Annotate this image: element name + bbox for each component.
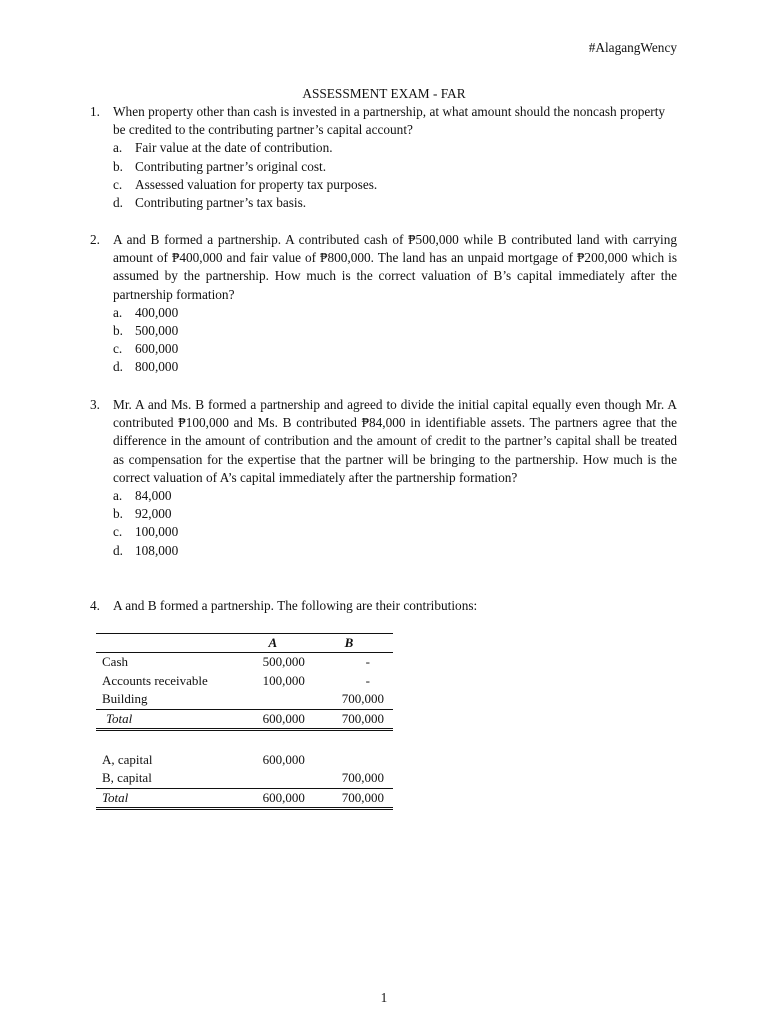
total-a: 600,000 <box>241 709 314 729</box>
option-item <box>113 194 677 212</box>
total-b: 700,000 <box>314 788 393 808</box>
option-item <box>113 139 677 157</box>
option-text: 800,000 <box>135 359 179 375</box>
option-letter: c. <box>113 524 123 540</box>
option-text: 100,000 <box>135 524 179 540</box>
question-2 <box>90 231 677 377</box>
cell-b: 700,000 <box>341 770 384 786</box>
option-letter: a. <box>113 304 123 320</box>
row-label: Cash <box>102 654 128 670</box>
question-number: 1. <box>90 104 100 119</box>
option-letter: d. <box>113 359 123 375</box>
row-label: A, capital <box>102 752 153 768</box>
cell-a <box>241 769 314 788</box>
page-number: 1 <box>380 990 388 1005</box>
total-label: Total <box>96 788 241 808</box>
cell-b: 700,000 <box>341 691 384 707</box>
option-letter: b. <box>113 323 123 339</box>
table-total-row <box>96 788 393 808</box>
option-letter: a. <box>113 488 123 504</box>
option-item <box>113 487 677 505</box>
option-item <box>113 158 677 176</box>
option-text: Fair value at the date of contribution. <box>135 140 333 156</box>
option-text: 500,000 <box>135 323 179 339</box>
row-label: Accounts receivable <box>102 672 208 688</box>
option-text: 84,000 <box>135 488 172 504</box>
cell-b: - <box>365 672 370 688</box>
option-text: 92,000 <box>135 506 172 522</box>
option-letter: b. <box>113 506 123 522</box>
option-item <box>113 358 677 376</box>
question-stem: A and B formed a partnership. The following are their contributions: <box>113 598 478 613</box>
option-text: Contributing partner’s original cost. <box>135 158 327 174</box>
table-header-row <box>96 634 393 653</box>
option-letter: d. <box>113 195 123 211</box>
option-item <box>113 523 677 541</box>
total-label: Total <box>96 709 241 729</box>
total-b: 700,000 <box>314 709 393 729</box>
question-number: 2. <box>90 232 100 247</box>
table-row <box>96 751 393 769</box>
option-letter: a. <box>113 140 123 156</box>
question-3 <box>90 396 677 560</box>
header-blank <box>96 634 241 653</box>
table-row <box>96 769 393 788</box>
question-stem: Mr. A and Ms. B formed a partnership and agreed to divide the initial capital equally even though Mr. A contributed ₱100,000 and Ms. B contributed ₱84,000 in identifiable assets. The partners agree that the difference in the amount of contribution and the amount of credit to the partner’s capital shall be treated as compensation for the expertise that the partner will be bringing to the partnership. How much is the correct valuation of A’s capital immediately after the partnership formation? <box>113 397 677 485</box>
table-row <box>96 690 393 709</box>
cell-a: 600,000 <box>262 752 305 768</box>
option-item <box>113 340 677 358</box>
row-label: B, capital <box>102 770 152 786</box>
contributions-table <box>96 633 393 810</box>
header-hashtag: #AlagangWency <box>588 40 677 55</box>
table-spacer <box>96 730 393 752</box>
option-text: Contributing partner’s tax basis. <box>135 195 307 211</box>
cell-a <box>241 690 314 709</box>
question-4 <box>90 597 677 615</box>
table-total-row <box>96 709 393 729</box>
question-stem: A and B formed a partnership. A contributed cash of ₱500,000 while B contributed land with carrying amount of ₱400,000 and fair value of ₱800,000. The land has an unpaid mortgage of ₱200,000 which is assumed by the partnership. How much is the correct valuation of B’s capital immediately after the partnership formation? <box>113 232 677 302</box>
option-text: 108,000 <box>135 542 179 558</box>
question-number: 3. <box>90 397 100 412</box>
option-letter: c. <box>113 176 123 192</box>
header-partner-a: A <box>241 634 314 653</box>
option-item <box>113 176 677 194</box>
cell-a: 100,000 <box>262 672 305 688</box>
cell-a: 500,000 <box>262 654 305 670</box>
option-text: 600,000 <box>135 341 179 357</box>
option-list <box>113 139 677 212</box>
option-list <box>113 304 677 377</box>
table-row <box>96 653 393 672</box>
total-a: 600,000 <box>241 788 314 808</box>
option-text: Assessed valuation for property tax purposes. <box>135 176 378 192</box>
option-letter: c. <box>113 341 123 357</box>
option-item <box>113 542 677 560</box>
table-row <box>96 672 393 690</box>
header-partner-b: B <box>314 634 393 653</box>
option-item <box>113 322 677 340</box>
option-list <box>113 487 677 560</box>
option-item <box>113 304 677 322</box>
cell-b: - <box>365 654 370 670</box>
question-stem: When property other than cash is invested in a partnership, at what amount should the noncash property be credited to the contributing partner’s capital account? <box>113 104 666 138</box>
option-text: 400,000 <box>135 304 179 320</box>
option-letter: b. <box>113 158 123 174</box>
cell-b <box>314 751 393 769</box>
question-number: 4. <box>90 598 100 613</box>
row-label: Building <box>102 691 148 707</box>
question-1 <box>90 103 677 212</box>
page-title: ASSESSMENT EXAM - FAR <box>302 86 466 101</box>
option-letter: d. <box>113 542 123 558</box>
option-item <box>113 505 677 523</box>
